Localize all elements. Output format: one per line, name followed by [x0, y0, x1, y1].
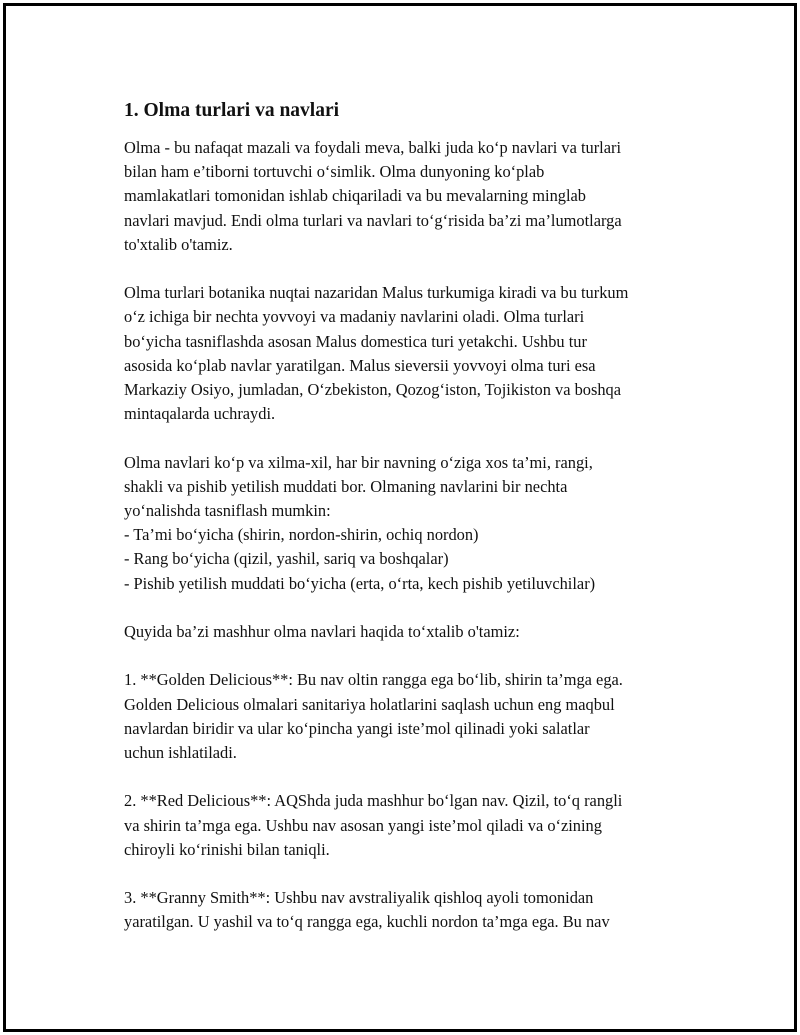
- paragraph-granny-smith: [124, 886, 704, 934]
- document-body: [124, 99, 704, 959]
- paragraph-transition: [124, 620, 704, 644]
- paragraph-golden-delicious: [124, 668, 704, 765]
- section-heading: 1. Olma turlari va navlari: [124, 100, 340, 121]
- text-line: Olma - bu nafaqat mazali va foydali meva, balki juda ko‘p navlari va turlari: [124, 138, 621, 157]
- paragraph-varieties: [124, 451, 704, 596]
- paragraph-species: [124, 281, 704, 426]
- list-item: - Pishib yetilish muddati bo‘yicha (erta, o‘rta, kech pishib yetiluvchilar): [124, 573, 596, 593]
- page-frame: [3, 3, 797, 1032]
- text-line: o‘z ichiga bir nechta yovvoyi va madaniy navlarini oladi. Olma turlari: [124, 307, 585, 327]
- text-line: Olma turlari botanika nuqtai nazaridan Malus turkumiga kiradi va bu turkum: [124, 283, 629, 303]
- text-line: va shirin ta’mga ega. Ushbu nav asosan yangi iste’mol qiladi va o‘zining: [124, 815, 602, 835]
- text-line: 3. **Granny Smith**: Ushbu nav avstraliyalik qishloq ayoli tomonidan: [124, 888, 594, 908]
- text-line: yo‘nalishda tasniflash mumkin:: [124, 501, 331, 521]
- text-line: uchun ishlatiladi.: [124, 743, 237, 763]
- text-line: Markaziy Osiyo, jumladan, O‘zbekiston, Qozog‘iston, Tojikiston va boshqa: [124, 380, 622, 400]
- text-line: navlardan biridir va ular ko‘pincha yangi iste’mol qilinadi yoki salatlar: [124, 718, 590, 738]
- text-line: chiroyli ko‘rinishi bilan taniqli.: [124, 839, 330, 859]
- text-line: Golden Delicious olmalari sanitariya holatlarini saqlash uchun eng maqbul: [124, 694, 615, 714]
- text-line: shakli va pishib yetilish muddati bor. Olmaning navlarini bir nechta: [124, 476, 568, 496]
- text-line: Olma navlari ko‘p va xilma-xil, har bir navning o‘ziga xos ta’mi, rangi,: [124, 452, 593, 472]
- text-line: bo‘yicha tasniflashda asosan Malus domestica turi yetakchi. Ushbu tur: [124, 331, 587, 351]
- text-line: 2. **Red Delicious**: AQShda juda mashhur bo‘lgan nav. Qizil, to‘q rangli: [124, 791, 623, 811]
- text-line: asosida ko‘plab navlar yaratilgan. Malus sieversii yovvoyi olma turi esa: [124, 355, 596, 375]
- list-item: - Ta’mi bo‘yicha (shirin, nordon-shirin, ochiq nordon): [124, 525, 479, 545]
- text-line: to'xtalib o'tamiz.: [124, 234, 233, 254]
- text-line: mintaqalarda uchraydi.: [124, 404, 276, 424]
- paragraph-intro: [124, 136, 704, 257]
- text-line: navlari mavjud. Endi olma turlari va navlari to‘g‘risida ba’zi ma’lumotlarga: [124, 210, 622, 230]
- text-line: bilan ham e’tiborni tortuvchi o‘simlik. Olma dunyoning ko‘plab: [124, 162, 545, 182]
- paragraph-red-delicious: [124, 789, 704, 862]
- text-line: Quyida ba’zi mashhur olma navlari haqida to‘xtalib o'tamiz:: [124, 622, 520, 642]
- text-line: yaratilgan. U yashil va to‘q rangga ega, kuchli nordon ta’mga ega. Bu nav: [124, 912, 610, 932]
- list-item: - Rang bo‘yicha (qizil, yashil, sariq va boshqalar): [124, 549, 449, 569]
- text-line: 1. **Golden Delicious**: Bu nav oltin rangga ega bo‘lib, shirin ta’mga ega.: [124, 670, 623, 690]
- text-line: mamlakatlari tomonidan ishlab chiqariladi va bu mevalarning minglab: [124, 186, 586, 206]
